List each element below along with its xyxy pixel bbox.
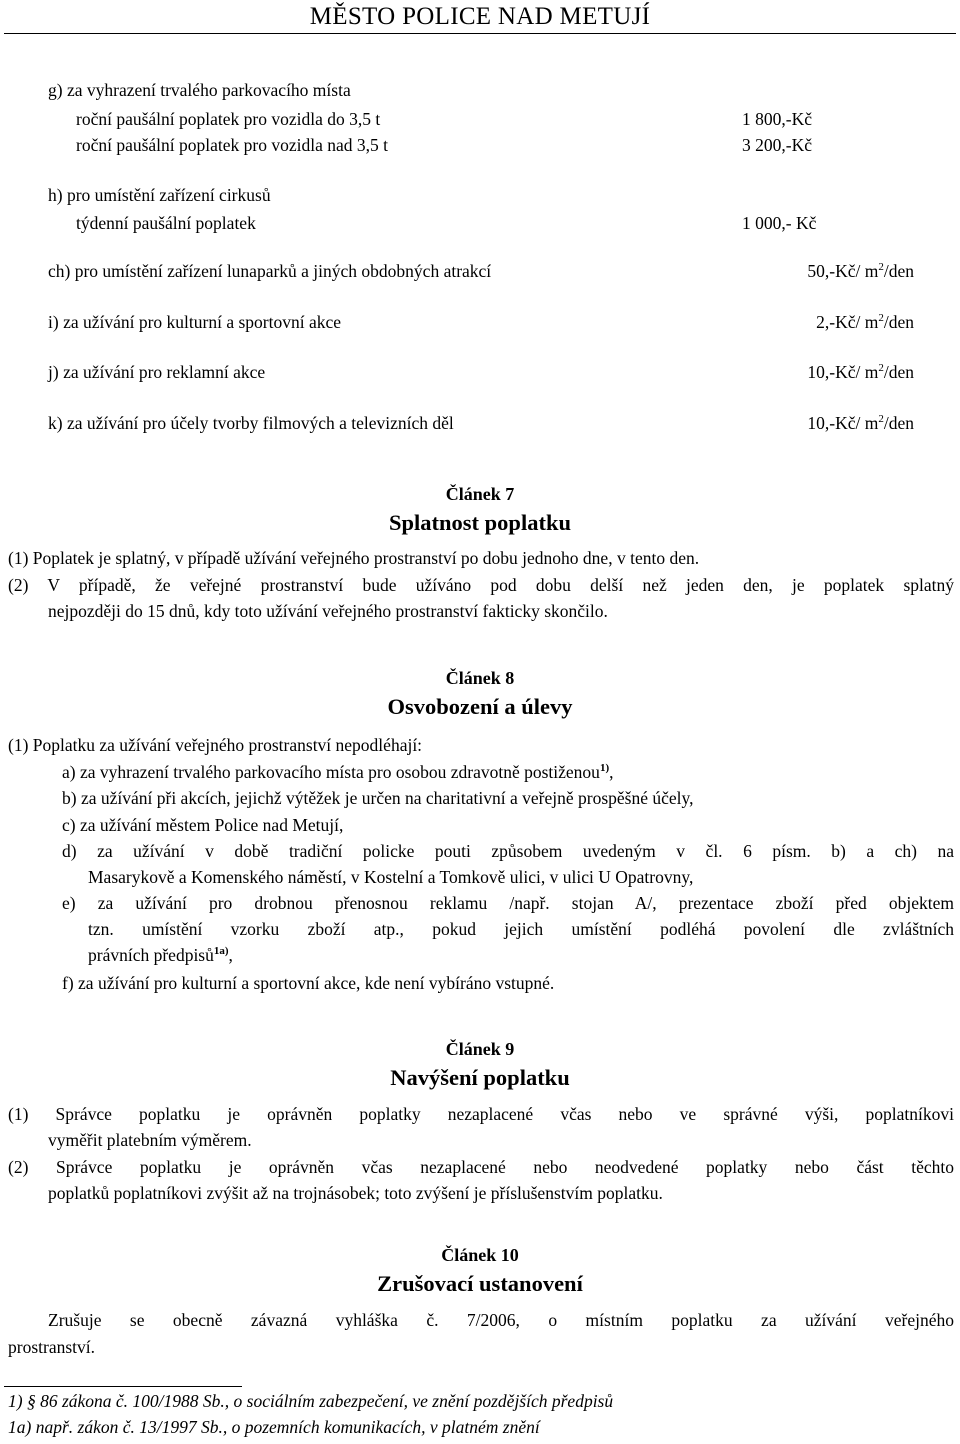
fee-k-amount: 10,-Kč/ $m^2$/den [807, 413, 914, 433]
article9-paragraph1-line1: (1) Správce poplatku je oprávněn poplatky nezaplacené včas nebo ve správné výši, poplatníkovi [8, 1104, 954, 1124]
footnote-1a: 1a) např. zákon č. 13/1997 Sb., o pozemních komunikacích, v platném znění [8, 1417, 540, 1437]
article7-paragraph1: (1) Poplatek je splatný, v případě užívání veřejného prostranství po dobu jednoho dne, v tento den. [8, 548, 700, 568]
article10-paragraph-line1: Zrušuje se obecně závazná vyhláška č. 7/2006, o místním poplatku za užívání veřejného [48, 1310, 954, 1330]
footnote-divider [4, 1386, 242, 1387]
article8-item-d-line1: d) za užívání v době tradiční policke pouti způsobem uvedeným v čl. 6 písm. b) a ch) na [62, 841, 954, 861]
article8-title: Osvobození a úlevy [387, 694, 573, 719]
fee-k-label: k) za užívání pro účely tvorby filmových a televizních děl [48, 413, 454, 433]
fee-g-line2: roční paušální poplatek pro vozidla nad 3,5 t [76, 135, 389, 155]
article9-paragraph1-line2: vyměřit platebním výměrem. [48, 1130, 252, 1150]
article10-paragraph-line2: prostranství. [8, 1337, 96, 1357]
page-header-title: MĚSTO POLICE NAD METUJÍ [309, 3, 651, 30]
fee-h-amount1: 1 000,- Kč [742, 213, 817, 233]
fee-j-label: j) za užívání pro reklamní akce [48, 362, 266, 382]
article8-item-e-line1: e) za užívání pro drobnou přenosnou reklamu /např. stojan A/, prezentace zboží před objektem [62, 893, 954, 913]
article8-item-d-line2: Masarykově a Komenského náměstí, v Kostelní a Tomkově ulici, v ulici U Opatrovny, [88, 867, 694, 887]
article8-intro: (1) Poplatku za užívání veřejného prostranství nepodléhají: [8, 735, 423, 755]
article9-paragraph2-line2: poplatků poplatníkovi zvýšit až na trojnásobek; toto zvýšení je příslušenstvím poplatku. [48, 1183, 663, 1203]
footnote-1: 1) § 86 zákona č. 100/1988 Sb., o sociálním zabezpečení, ve znění pozdějších předpisů [8, 1391, 614, 1411]
fee-j-amount: 10,-Kč/ $m^2$/den [807, 362, 914, 382]
fee-i-amount: 2,-Kč/ $m^2$/den [816, 312, 914, 332]
article7-number: Článek 7 [445, 484, 515, 504]
fee-ch-amount: 50,-Kč/ $m^2$/den [807, 261, 914, 281]
article8-item-a: a) za vyhrazení trvalého parkovacího místa pro osobou zdravotně postiženou$^{1)}$, [62, 762, 614, 782]
article8-item-e-line2: tzn. umístění vzorku zboží atp., pokud jejich umístění podléhá povolení dle zvláštních [88, 919, 954, 939]
article9-title: Navýšení poplatku [390, 1065, 570, 1090]
fee-ch-label: ch) pro umístění zařízení lunaparků a jiných obdobných atrakcí [48, 261, 492, 281]
fee-h-label: h) pro umístění zařízení cirkusů [48, 185, 271, 205]
article9-paragraph2-line1: (2) Správce poplatku je oprávněn včas nezaplacené nebo neodvedené poplatky nebo část těchto [8, 1157, 954, 1177]
article10-number: Článek 10 [441, 1245, 519, 1265]
fee-h-line1: týdenní paušální poplatek [76, 213, 256, 233]
article7-paragraph2-line1: (2) V případě, že veřejné prostranství bude užíváno pod dobu delší než jeden den, je poplatek splatný [8, 575, 954, 595]
article10-title: Zrušovací ustanovení [377, 1271, 583, 1296]
article8-item-c: c) za užívání městem Police nad Metují, [62, 815, 344, 835]
fee-g-line1: roční paušální poplatek pro vozidla do 3,5 t [76, 109, 381, 129]
article9-number: Článek 9 [445, 1039, 515, 1059]
article8-number: Článek 8 [445, 668, 515, 688]
fee-g-amount2: 3 200,-Kč [742, 135, 812, 155]
fee-g-label: g) za vyhrazení trvalého parkovacího místa [48, 80, 351, 100]
header-divider [4, 33, 956, 34]
article8-item-e-line3: právních předpisů$^{1a)}$, [88, 945, 233, 965]
article7-paragraph2-line2: nejpozději do 15 dnů, kdy toto užívání veřejného prostranství fakticky skončilo. [48, 601, 608, 621]
article8-item-b: b) za užívání při akcích, jejichž výtěžek je určen na charitativní a veřejně prospěšné účely, [62, 788, 694, 808]
article8-item-f: f) za užívání pro kulturní a sportovní akce, kde není vybíráno vstupné. [62, 973, 555, 993]
fee-g-amount1: 1 800,-Kč [742, 109, 812, 129]
fee-i-label: i) za užívání pro kulturní a sportovní akce [48, 312, 342, 332]
article7-title: Splatnost poplatku [389, 510, 571, 535]
